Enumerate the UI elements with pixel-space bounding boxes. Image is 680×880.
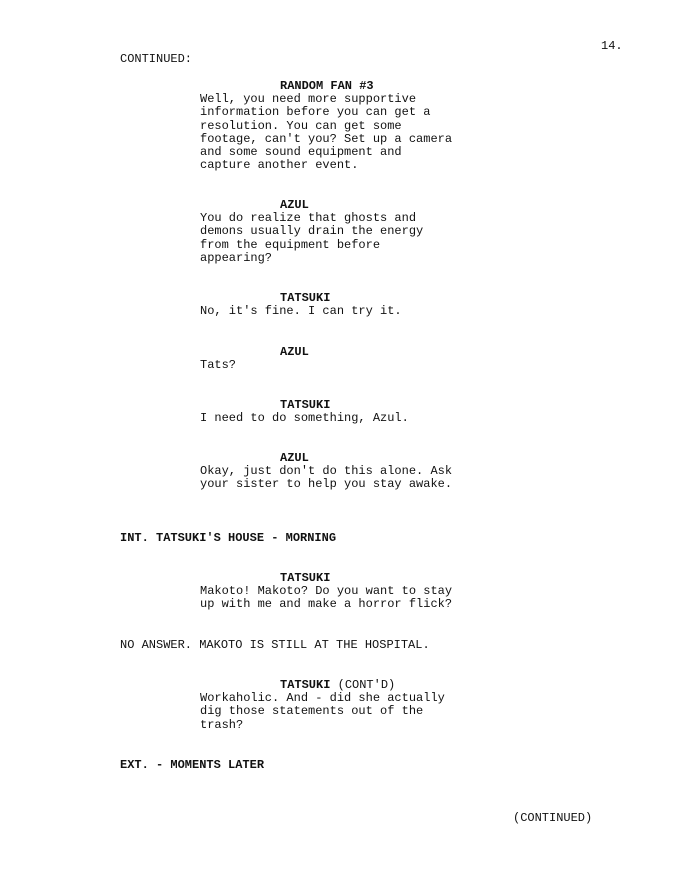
dialogue-line: trash? <box>200 717 244 732</box>
scene-heading: EXT. - MOMENTS LATER <box>120 758 265 772</box>
continued-bottom-label: (CONTINUED) <box>513 811 593 825</box>
character-name: AZUL <box>280 345 309 359</box>
character-name: RANDOM FAN #3 <box>280 79 374 93</box>
dialogue-block <box>200 93 500 173</box>
character-extension: (CONT'D) <box>330 678 396 692</box>
dialogue-block <box>200 465 500 492</box>
dialogue-line: capture another event. <box>200 158 359 173</box>
dialogue-line: appearing? <box>200 250 273 265</box>
dialogue-line: your sister to help you stay awake. <box>200 477 453 492</box>
dialogue-line: Workaholic. And - did she actually <box>200 691 445 705</box>
dialogue-block <box>200 412 500 425</box>
action-line: NO ANSWER. MAKOTO IS STILL AT THE HOSPITAL. <box>120 638 430 652</box>
continued-top-label: CONTINUED: <box>120 52 193 66</box>
dialogue-line: No, it's fine. I can try it. <box>200 304 402 318</box>
page-number: 14. <box>601 39 623 53</box>
dialogue-block <box>200 305 500 318</box>
dialogue-line: footage, can't you? Set up a camera <box>200 131 453 146</box>
dialogue-line: dig those statements out of the <box>200 704 424 719</box>
dialogue-line: Makoto! Makoto? Do you want to stay <box>200 584 453 598</box>
dialogue-line: I need to do something, Azul. <box>200 411 409 425</box>
character-name: TATSUKI <box>280 571 331 585</box>
dialogue-line: Okay, just don't do this alone. Ask <box>200 464 453 478</box>
dialogue-block <box>200 585 500 612</box>
character-name: AZUL <box>280 198 309 212</box>
dialogue-line: You do realize that ghosts and <box>200 211 417 225</box>
scene-heading: INT. TATSUKI'S HOUSE - MORNING <box>120 531 337 545</box>
dialogue-line: and some sound equipment and <box>200 145 402 160</box>
character-name: TATSUKI <box>280 678 331 692</box>
dialogue-line: from the equipment before <box>200 237 381 252</box>
character-name: TATSUKI <box>280 291 331 305</box>
dialogue-block <box>200 692 500 732</box>
character-name: AZUL <box>280 451 309 465</box>
dialogue-line: information before you can get a <box>200 105 431 120</box>
dialogue-line: Tats? <box>200 358 237 372</box>
dialogue-line: demons usually drain the energy <box>200 224 424 239</box>
dialogue-block <box>200 212 500 265</box>
character-name: TATSUKI <box>280 398 331 412</box>
dialogue-line: resolution. You can get some <box>200 118 402 133</box>
dialogue-block <box>200 359 500 372</box>
dialogue-line: up with me and make a horror flick? <box>200 597 453 612</box>
dialogue-line: Well, you need more supportive <box>200 92 417 106</box>
